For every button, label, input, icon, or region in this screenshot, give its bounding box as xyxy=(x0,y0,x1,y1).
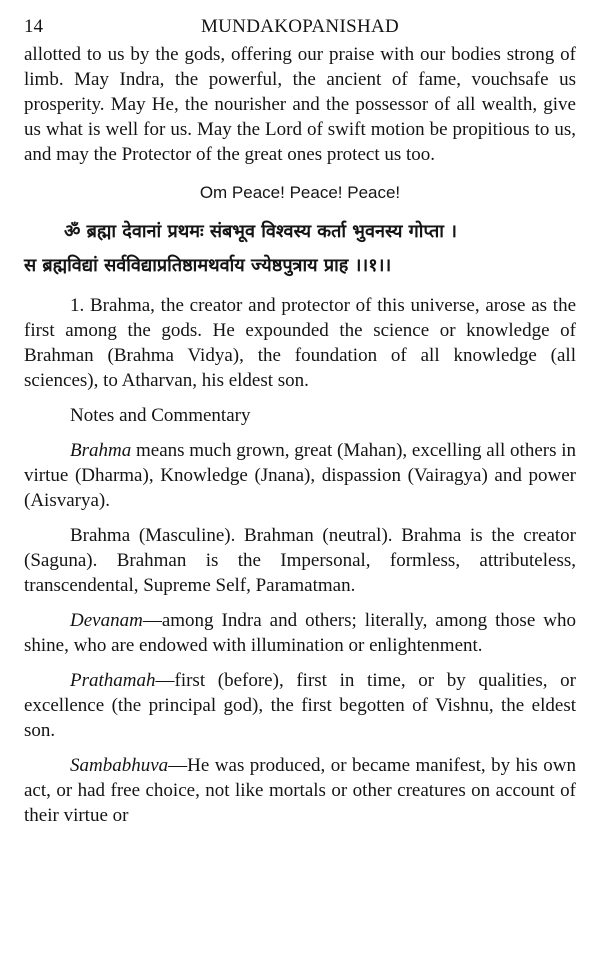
note-text: —among Indra and others; literally, among those who shine, who are endowed with illumination or enlightenment. xyxy=(24,610,576,656)
notes-heading: Notes and Commentary xyxy=(70,405,251,426)
intro-paragraph: allotted to us by the gods, offering our praise with our bodies strong of limb. May Indra, the powerful, the ancient of fame, vouchsafe us prosperity. May He, the nourisher and the possessor of all wealth, give us what is well for us. May the Lord of swift motion be propitious to us, and may the Protector of the great ones protect us too. xyxy=(24,44,576,165)
note-term: Prathamah xyxy=(70,670,156,691)
note-text: —He was produced, or became manifest, by his own act, or had free choice, not like mortals or other creatures on account of their virtue or xyxy=(24,755,576,826)
sanskrit-verse-line-2: स ब्रह्मविद्यां सर्वविद्याप्रतिष्ठामथर्वाय ज्येष्ठपुत्राय प्राह ।।१।। xyxy=(24,255,392,276)
page-header xyxy=(24,12,576,42)
peace-invocation: Om Peace! Peace! Peace! xyxy=(199,183,401,202)
book-page xyxy=(24,12,576,828)
note-paragraph xyxy=(24,753,576,828)
note-text: —first (before), first in time, or by qualities, or excellence (the principal god), the first begotten of Vishnu, the eldest son. xyxy=(24,670,576,741)
note-text: Brahma (Masculine). Brahman (neutral). Brahma is the creator (Saguna). Brahman is the Impersonal, formless, attributeless, transcendental, Supreme Self, Paramatman. xyxy=(24,525,576,596)
note-term: Devanam xyxy=(70,610,143,631)
page-number: 14 xyxy=(24,16,43,37)
note-paragraph xyxy=(24,523,576,598)
running-head: MUNDAKOPANISHAD xyxy=(200,16,400,37)
note-term: Sambabhuva xyxy=(70,755,169,776)
note-paragraph xyxy=(24,608,576,658)
verse-translation: 1. Brahma, the creator and protector of this universe, arose as the first among the gods. He expounded the science or knowledge of Brahman (Brahma Vidya), the foundation of all knowledge (all sciences), to Atharvan, his eldest son. xyxy=(24,295,576,391)
note-paragraph xyxy=(24,668,576,743)
sanskrit-verse-line-1: ॐ ब्रह्मा देवानां प्रथमः संबभूव विश्वस्य कर्ता भुवनस्य गोप्ता । xyxy=(64,221,457,242)
note-term: Brahma xyxy=(70,440,132,461)
note-text: means much grown, great (Mahan), excelling all others in virtue (Dharma), Knowledge (Jnana), dispassion (Vairagya) and power (Aisvarya). xyxy=(24,440,577,511)
note-paragraph xyxy=(24,438,576,513)
